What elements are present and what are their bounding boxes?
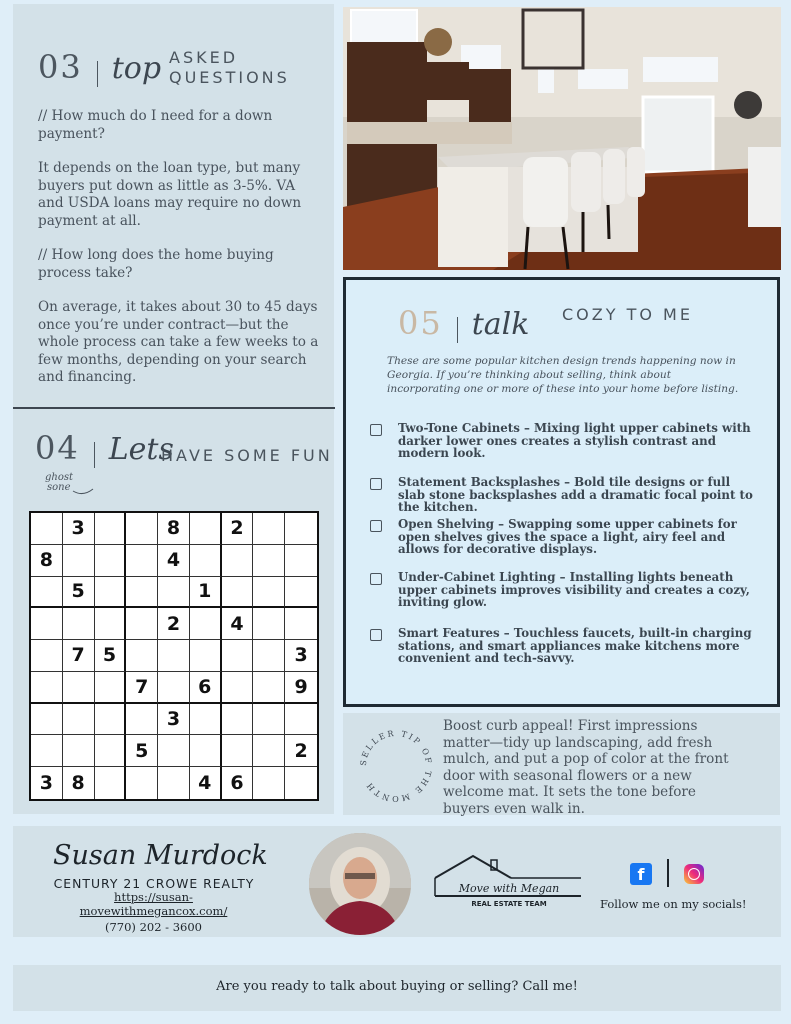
trend-label: Two-Tone Cabinets – Mixing light upper cabinets with darker lower ones creates a stylish contrast and modern look. — [398, 421, 751, 460]
cta-text: Are you ready to talk about buying or selling? Call me! — [216, 979, 578, 994]
instagram-icon[interactable] — [684, 864, 704, 884]
website-link[interactable] — [71, 890, 236, 918]
checkbox[interactable] — [370, 573, 382, 585]
trend-label: Statement Backsplashes – Bold tile designs or full slab stone backsplashes add a dramatic focal point to the kitchen. — [398, 475, 753, 514]
sudoku-cell[interactable] — [222, 545, 254, 577]
sudoku-cell[interactable] — [95, 735, 127, 767]
brokerage-name: CENTURY 21 CROWE REALTY — [53, 876, 255, 891]
faq-title — [169, 48, 290, 88]
sudoku-cell[interactable]: 4 — [222, 608, 254, 640]
answer-1: It depends on the loan type, but many buyers put down as little as 3-5%. VA and USDA loans may require no down payment at all. — [38, 160, 302, 229]
sudoku-cell[interactable] — [253, 577, 285, 609]
section-number: 04 — [35, 429, 80, 467]
agent-name: Susan Murdock — [53, 840, 268, 871]
section-number: 03 — [38, 48, 83, 86]
sudoku-cell[interactable] — [126, 545, 158, 577]
sudoku-cell[interactable] — [95, 767, 127, 799]
answer-2: On average, it takes about 30 to 45 days once you’re under contract—but the whole process can take a few weeks to a few months, depending on your search and financing. — [38, 299, 319, 385]
sudoku-grid[interactable] — [29, 511, 319, 801]
sudoku-cell[interactable] — [253, 608, 285, 640]
tip-text: Boost curb appeal! First impressions matter—tidy up landscaping, add fresh mulch, and put a pop of color at the front door with seasonal flowers or a new welcome mat. It sets the tone before buyers even walk in. — [443, 718, 729, 817]
fun-panel — [13, 409, 334, 814]
tip-circle-badge — [357, 727, 435, 805]
follow-text: Follow me on my socials! — [600, 897, 747, 911]
svg-text:SELLER TIP OF THE MONTH — [359, 729, 433, 803]
contact-panel — [13, 826, 781, 937]
checkbox[interactable] — [370, 629, 382, 641]
divider — [457, 317, 458, 343]
sudoku-cell[interactable] — [95, 577, 127, 609]
trend-item[interactable] — [370, 571, 760, 609]
sudoku-cell[interactable] — [63, 735, 95, 767]
sudoku-cell[interactable] — [63, 672, 95, 704]
section-number: 05 — [398, 304, 443, 342]
faq-title-line1: ASKED — [169, 48, 239, 67]
sudoku-cell[interactable] — [126, 640, 158, 672]
checkbox[interactable] — [370, 424, 382, 436]
sudoku-cell[interactable] — [31, 513, 63, 545]
sudoku-cell[interactable] — [222, 577, 254, 609]
trend-label: Smart Features – Touchless faucets, built-in charging stations, and smart appliances make kitchens more convenient and tech-savvy. — [398, 626, 752, 665]
sudoku-cell[interactable] — [190, 640, 222, 672]
sudoku-cell[interactable] — [126, 767, 158, 799]
fun-title: HAVE SOME FUN — [161, 446, 333, 465]
divider — [97, 61, 98, 87]
website-line1: https://susan- — [114, 890, 193, 904]
agent-avatar — [309, 833, 411, 935]
sudoku-cell[interactable] — [190, 735, 222, 767]
sudoku-cell[interactable]: 8 — [63, 767, 95, 799]
cta-banner — [13, 965, 781, 1011]
sudoku-cell[interactable] — [31, 735, 63, 767]
sudoku-cell[interactable] — [31, 672, 63, 704]
sudoku-cell[interactable]: 3 — [158, 704, 190, 736]
faq-panel — [13, 4, 334, 409]
sudoku-cell[interactable] — [285, 545, 317, 577]
sudoku-cell[interactable] — [253, 672, 285, 704]
sudoku-cell[interactable] — [126, 577, 158, 609]
trend-item[interactable] — [370, 627, 760, 665]
kitchen-photo — [343, 7, 781, 270]
sudoku-cell[interactable]: 3 — [31, 767, 63, 799]
question-1: // How much do I need for a down payment? — [38, 108, 273, 142]
phone-number: (770) 202 - 3600 — [105, 920, 202, 934]
trends-intro: These are some popular kitchen design trends happening now in Georgia. If you’re thinking about selling, think about incorporating one or more of these into your home before listing. — [387, 355, 739, 395]
sudoku-cell[interactable] — [31, 704, 63, 736]
sudoku-cell[interactable]: 2 — [285, 735, 317, 767]
sudoku-cell[interactable] — [222, 704, 254, 736]
sudoku-cell[interactable]: 4 — [158, 545, 190, 577]
sudoku-cell[interactable]: 8 — [158, 513, 190, 545]
sudoku-cell[interactable] — [31, 640, 63, 672]
sudoku-cell[interactable] — [285, 608, 317, 640]
sudoku-cell[interactable] — [158, 640, 190, 672]
trend-item[interactable] — [370, 476, 760, 514]
website-line2: movewithmegancox.com/ — [79, 904, 228, 918]
brand-subtitle: REAL ESTATE TEAM — [471, 900, 547, 908]
sudoku-cell[interactable] — [253, 545, 285, 577]
sudoku-cell[interactable]: 3 — [63, 513, 95, 545]
sudoku-cell[interactable] — [31, 608, 63, 640]
sudoku-cell[interactable]: 5 — [95, 640, 127, 672]
ghost-logo — [43, 467, 95, 497]
sudoku-cell[interactable]: 8 — [31, 545, 63, 577]
sudoku-cell[interactable] — [95, 545, 127, 577]
brand-name: Move with Megan — [458, 882, 560, 895]
sudoku-cell[interactable] — [190, 513, 222, 545]
svg-text:ghost: ghost — [45, 472, 74, 483]
kitchen-trends-panel — [343, 277, 780, 707]
sudoku-cell[interactable]: 1 — [190, 577, 222, 609]
sudoku-cell[interactable] — [285, 704, 317, 736]
sudoku-cell[interactable] — [222, 640, 254, 672]
sudoku-cell[interactable] — [95, 704, 127, 736]
question-2: // How long does the home buying process take? — [38, 247, 274, 281]
sudoku-cell[interactable] — [253, 704, 285, 736]
sudoku-cell[interactable] — [126, 608, 158, 640]
sudoku-cell[interactable] — [95, 672, 127, 704]
trend-item[interactable] — [370, 518, 760, 556]
trends-heading — [398, 304, 529, 343]
sudoku-cell[interactable]: 4 — [190, 767, 222, 799]
fun-heading — [35, 429, 174, 468]
trend-label: Under-Cabinet Lighting – Installing lights beneath upper cabinets improves visibility and creates a cozy, inviting glow. — [398, 570, 750, 609]
sudoku-cell[interactable] — [253, 640, 285, 672]
sudoku-cell[interactable] — [95, 513, 127, 545]
sudoku-cell[interactable] — [158, 672, 190, 704]
trends-title: COZY TO ME — [562, 305, 693, 324]
sudoku-cell[interactable]: 2 — [158, 608, 190, 640]
sudoku-cell[interactable] — [158, 735, 190, 767]
script-word: Lets — [108, 432, 174, 467]
faq-title-line2: QUESTIONS — [169, 68, 290, 87]
sudoku-cell[interactable] — [31, 577, 63, 609]
sudoku-cell[interactable] — [285, 577, 317, 609]
checkbox[interactable] — [370, 478, 382, 490]
tip-circle-text: SELLER TIP OF THE MONTH — [358, 728, 434, 804]
sudoku-cell[interactable] — [95, 608, 127, 640]
faq-heading — [38, 48, 161, 87]
sudoku-cell[interactable] — [285, 767, 317, 799]
faq-body — [38, 108, 320, 404]
sudoku-cell[interactable]: 9 — [285, 672, 317, 704]
sudoku-cell[interactable] — [190, 608, 222, 640]
sudoku-cell[interactable] — [190, 704, 222, 736]
facebook-icon[interactable]: f — [630, 863, 652, 885]
sudoku-cell[interactable] — [285, 513, 317, 545]
seller-tip-panel — [343, 713, 780, 815]
script-word: talk — [471, 307, 530, 342]
sudoku-cell[interactable]: 7 — [63, 640, 95, 672]
sudoku-cell[interactable] — [253, 767, 285, 799]
sudoku-cell[interactable] — [63, 704, 95, 736]
sudoku-cell[interactable] — [222, 735, 254, 767]
sudoku-cell[interactable] — [190, 545, 222, 577]
sudoku-cell[interactable] — [126, 513, 158, 545]
sudoku-cell[interactable] — [63, 545, 95, 577]
checkbox[interactable] — [370, 520, 382, 532]
sudoku-cell[interactable]: 2 — [222, 513, 254, 545]
sudoku-cell[interactable] — [253, 735, 285, 767]
trend-item[interactable] — [370, 422, 760, 460]
sudoku-cell[interactable]: 7 — [126, 672, 158, 704]
sudoku-cell[interactable] — [222, 672, 254, 704]
sudoku-cell[interactable]: 5 — [126, 735, 158, 767]
sudoku-cell[interactable]: 6 — [190, 672, 222, 704]
sudoku-cell[interactable] — [158, 767, 190, 799]
sudoku-cell[interactable] — [63, 608, 95, 640]
divider — [94, 442, 95, 468]
sudoku-cell[interactable]: 3 — [285, 640, 317, 672]
sudoku-cell[interactable]: 6 — [222, 767, 254, 799]
svg-text:sone: sone — [47, 482, 71, 493]
trend-label: Open Shelving – Swapping some upper cabinets for open shelves gives the space a light, airy feel and allows for decorative displays. — [398, 517, 737, 556]
script-word: top — [111, 51, 162, 86]
sudoku-cell[interactable] — [158, 577, 190, 609]
divider — [667, 859, 669, 887]
sudoku-cell[interactable]: 5 — [63, 577, 95, 609]
brand-logo — [433, 850, 583, 910]
sudoku-cell[interactable] — [126, 704, 158, 736]
sudoku-cell[interactable] — [253, 513, 285, 545]
